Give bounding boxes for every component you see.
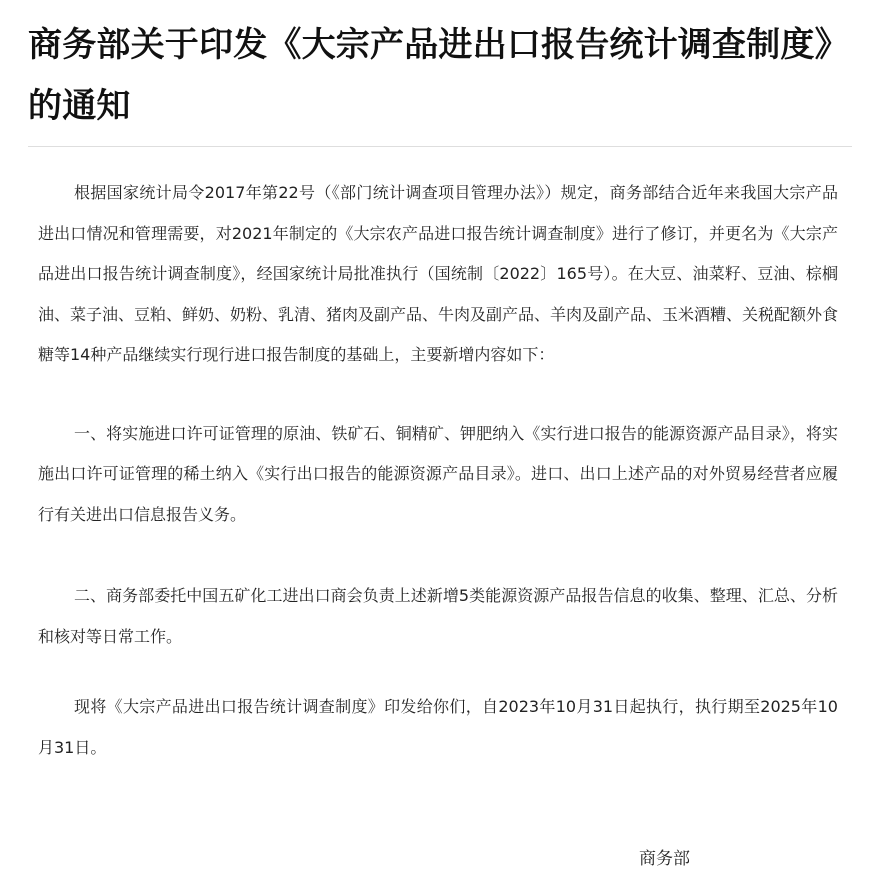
title-divider: [28, 146, 852, 147]
paragraph-item-two: 二、商务部委托中国五矿化工进出口商会负责上述新增5类能源资源产品报告信息的收集、整理、汇总、分析和核对等日常工作。: [38, 586, 838, 646]
paragraph-intro: 根据国家统计局令2017年第22号（《部门统计调查项目管理办法》）规定，商务部结合近年来我国大宗产品进出口情况和管理需要，对2021年制定的《大宗农产品进口报告统计调查制度》进行了修订，并更名为《大宗产品进出口报告统计调查制度》，经国家统计局批准执行（国统制〔2022〕165号）。在大豆、油菜籽、豆油、棕榈油、菜子油、豆粕、鲜奶、奶粉、乳清、猪肉及副产品、牛肉及副产品、羊肉及副产品、玉米酒糟、关税配额外食糖等14种产品继续实行现行进口报告制度的基础上，主要新增内容如下：: [38, 183, 839, 364]
paragraph-item-one: 一、将实施进口许可证管理的原油、铁矿石、铜精矿、钾肥纳入《实行进口报告的能源资源产品目录》，将实施出口许可证管理的稀土纳入《实行出口报告的能源资源产品目录》。进口、出口上述产品的对外贸易经营者应履行有关进出口信息报告义务。: [38, 423, 838, 524]
page-title: 商务部关于印发《大宗产品进出口报告统计调查制度》的通知: [28, 25, 832, 126]
notice-body: [38, 173, 838, 768]
paragraph-closing: 现将《大宗产品进出口报告统计调查制度》印发给你们，自2023年10月31日起执行，执行期至2025年10月31日。: [38, 697, 838, 757]
signature: 商务部: [639, 849, 690, 869]
